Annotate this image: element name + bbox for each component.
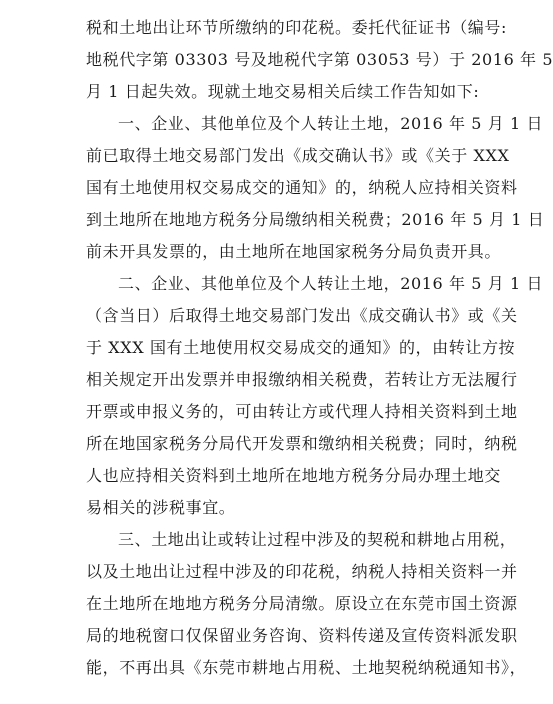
text-line: 相关规定开出发票并申报缴纳相关税费，若转让方无法履行: [86, 370, 518, 389]
text-line: 开票或申报义务的，可由转让方或代理人持相关资料到土地: [86, 402, 518, 421]
text-line: 月 1 日起失效。现就土地交易相关后续工作告知如下:: [86, 82, 480, 101]
text-line: 到土地所在地地方税务分局缴纳相关税费；2016 年 5 月 1 日: [86, 210, 545, 229]
text-line: 人也应持相关资料到土地所在地地方税务分局办理土地交: [86, 466, 502, 485]
paragraph-2-start: 二、企业、其他单位及个人转让土地，2016 年 5 月 1 日: [118, 274, 544, 293]
text-line: 前未开具发票的，由土地所在地国家税务分局负责开具。: [86, 242, 502, 261]
text-line: 局的地税窗口仅保留业务咨询、资料传递及宣传资料派发职: [86, 626, 518, 645]
text-line: 能，不再出具《东莞市耕地占用税、土地契税纳税通知书》，: [86, 658, 527, 677]
text-line: 所在地国家税务分局代开发票和缴纳相关税费；同时，纳税: [86, 434, 518, 453]
paragraph-3-start: 三、土地出让或转让过程中涉及的契税和耕地占用税，: [118, 530, 517, 549]
text-line: 在土地所在地地方税务分局清缴。原设立在东莞市国土资源: [86, 594, 518, 613]
text-line: 税和土地出让环节所缴纳的印花税。委托代征证书（编号:: [86, 18, 507, 37]
text-line: 地税代字第 03303 号及地税代字第 03053 号）于 2016 年 5: [86, 50, 553, 69]
text-line: 前已取得土地交易部门发出《成交确认书》或《关于 XXX: [86, 146, 510, 165]
text-line: 易相关的涉税事宜。: [86, 498, 236, 517]
text-line: 国有土地使用权交易成交的通知》的，纳税人应持相关资料: [86, 178, 518, 197]
paragraph-1-start: 一、企业、其他单位及个人转让土地，2016 年 5 月 1 日: [118, 114, 544, 133]
text-line: 以及土地出让过程中涉及的印花税，纳税人持相关资料一并: [86, 562, 518, 581]
text-line: （含当日）后取得土地交易部门发出《成交确认书》或《关: [86, 306, 518, 325]
text-line: 于 XXX 国有土地使用权交易成交的通知》的，由转让方按: [86, 338, 516, 357]
